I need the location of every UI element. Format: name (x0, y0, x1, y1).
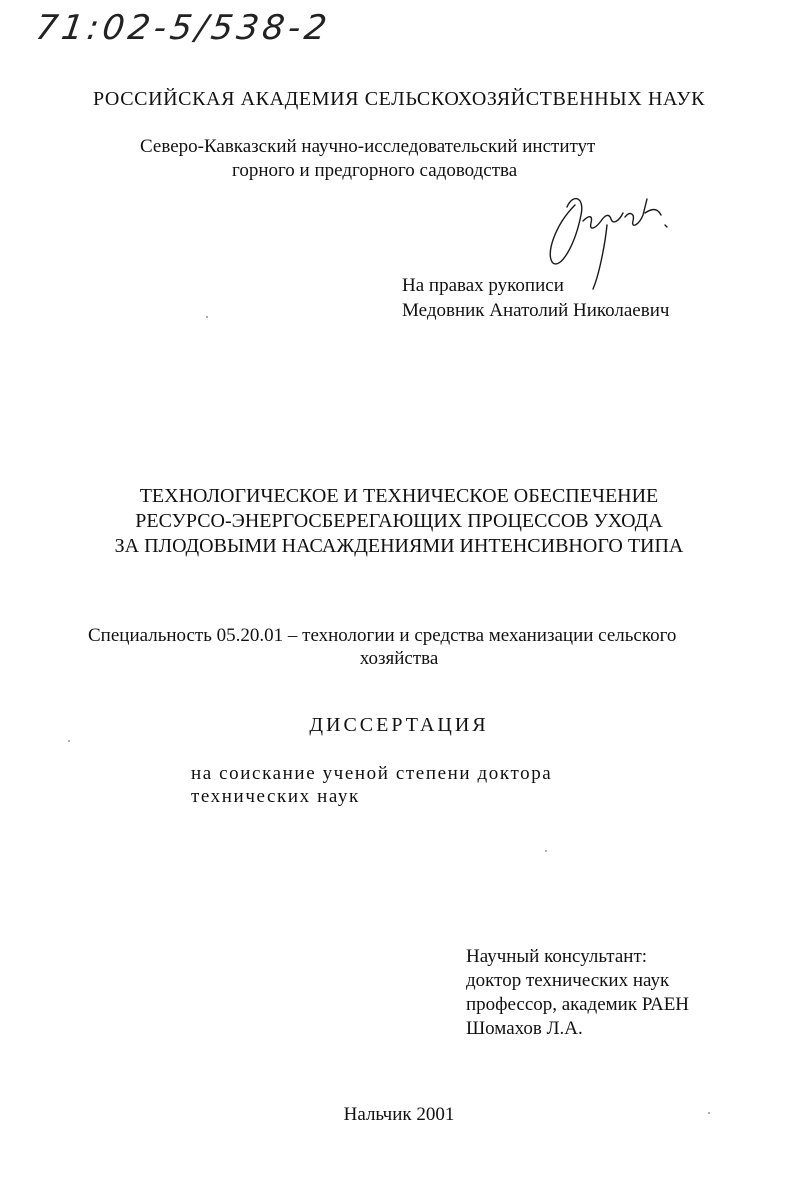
scientific-consultant (466, 945, 689, 1041)
specialty-line2: хозяйства (359, 648, 439, 669)
author-name: Медовник Анатолий Николаевич (402, 300, 670, 321)
scan-speck (545, 850, 547, 852)
title-line: ЗА ПЛОДОВЫМИ НАСАЖДЕНИЯМИ ИНТЕНСИВНОГО ТИПА (114, 535, 684, 557)
academy-name: РОССИЙСКАЯ АКАДЕМИЯ СЕЛЬСКОХОЗЯЙСТВЕННЫХ НАУК (92, 88, 706, 110)
degree-line2: технических наук (191, 786, 360, 807)
scan-speck (708, 1112, 710, 1114)
consultant-label: Научный консультант: (466, 946, 648, 967)
manuscript-rights: На правах рукописи (402, 275, 564, 296)
dissertation-title (0, 484, 798, 559)
scan-speck (68, 740, 70, 742)
scan-speck (206, 316, 208, 318)
specialty-line1: Специальность 05.20.01 – технологии и средства механизации сельского (88, 625, 677, 646)
archive-stamp: 71:02-5/538-2 (33, 8, 333, 48)
title-line: ТЕХНОЛОГИЧЕСКОЕ И ТЕХНИЧЕСКОЕ ОБЕСПЕЧЕНИЕ (139, 485, 659, 507)
degree-line1: на соискание ученой степени доктора (191, 763, 553, 784)
place-and-year: Нальчик 2001 (343, 1104, 455, 1125)
consultant-degree: доктор технических наук (466, 970, 670, 991)
institute-name-line2: горного и предгорного садоводства (232, 160, 518, 181)
title-line: РЕСУРСО-ЭНЕРГОСБЕРЕГАЮЩИХ ПРОЦЕССОВ УХОДА (135, 510, 663, 532)
consultant-name: Шомахов Л.А. (466, 1018, 583, 1039)
document-type: ДИССЕРТАЦИЯ (309, 714, 489, 736)
institute-name-line1: Северо-Кавказский научно-исследовательский институт (140, 136, 596, 157)
consultant-rank: профессор, академик РАЕН (466, 994, 690, 1015)
